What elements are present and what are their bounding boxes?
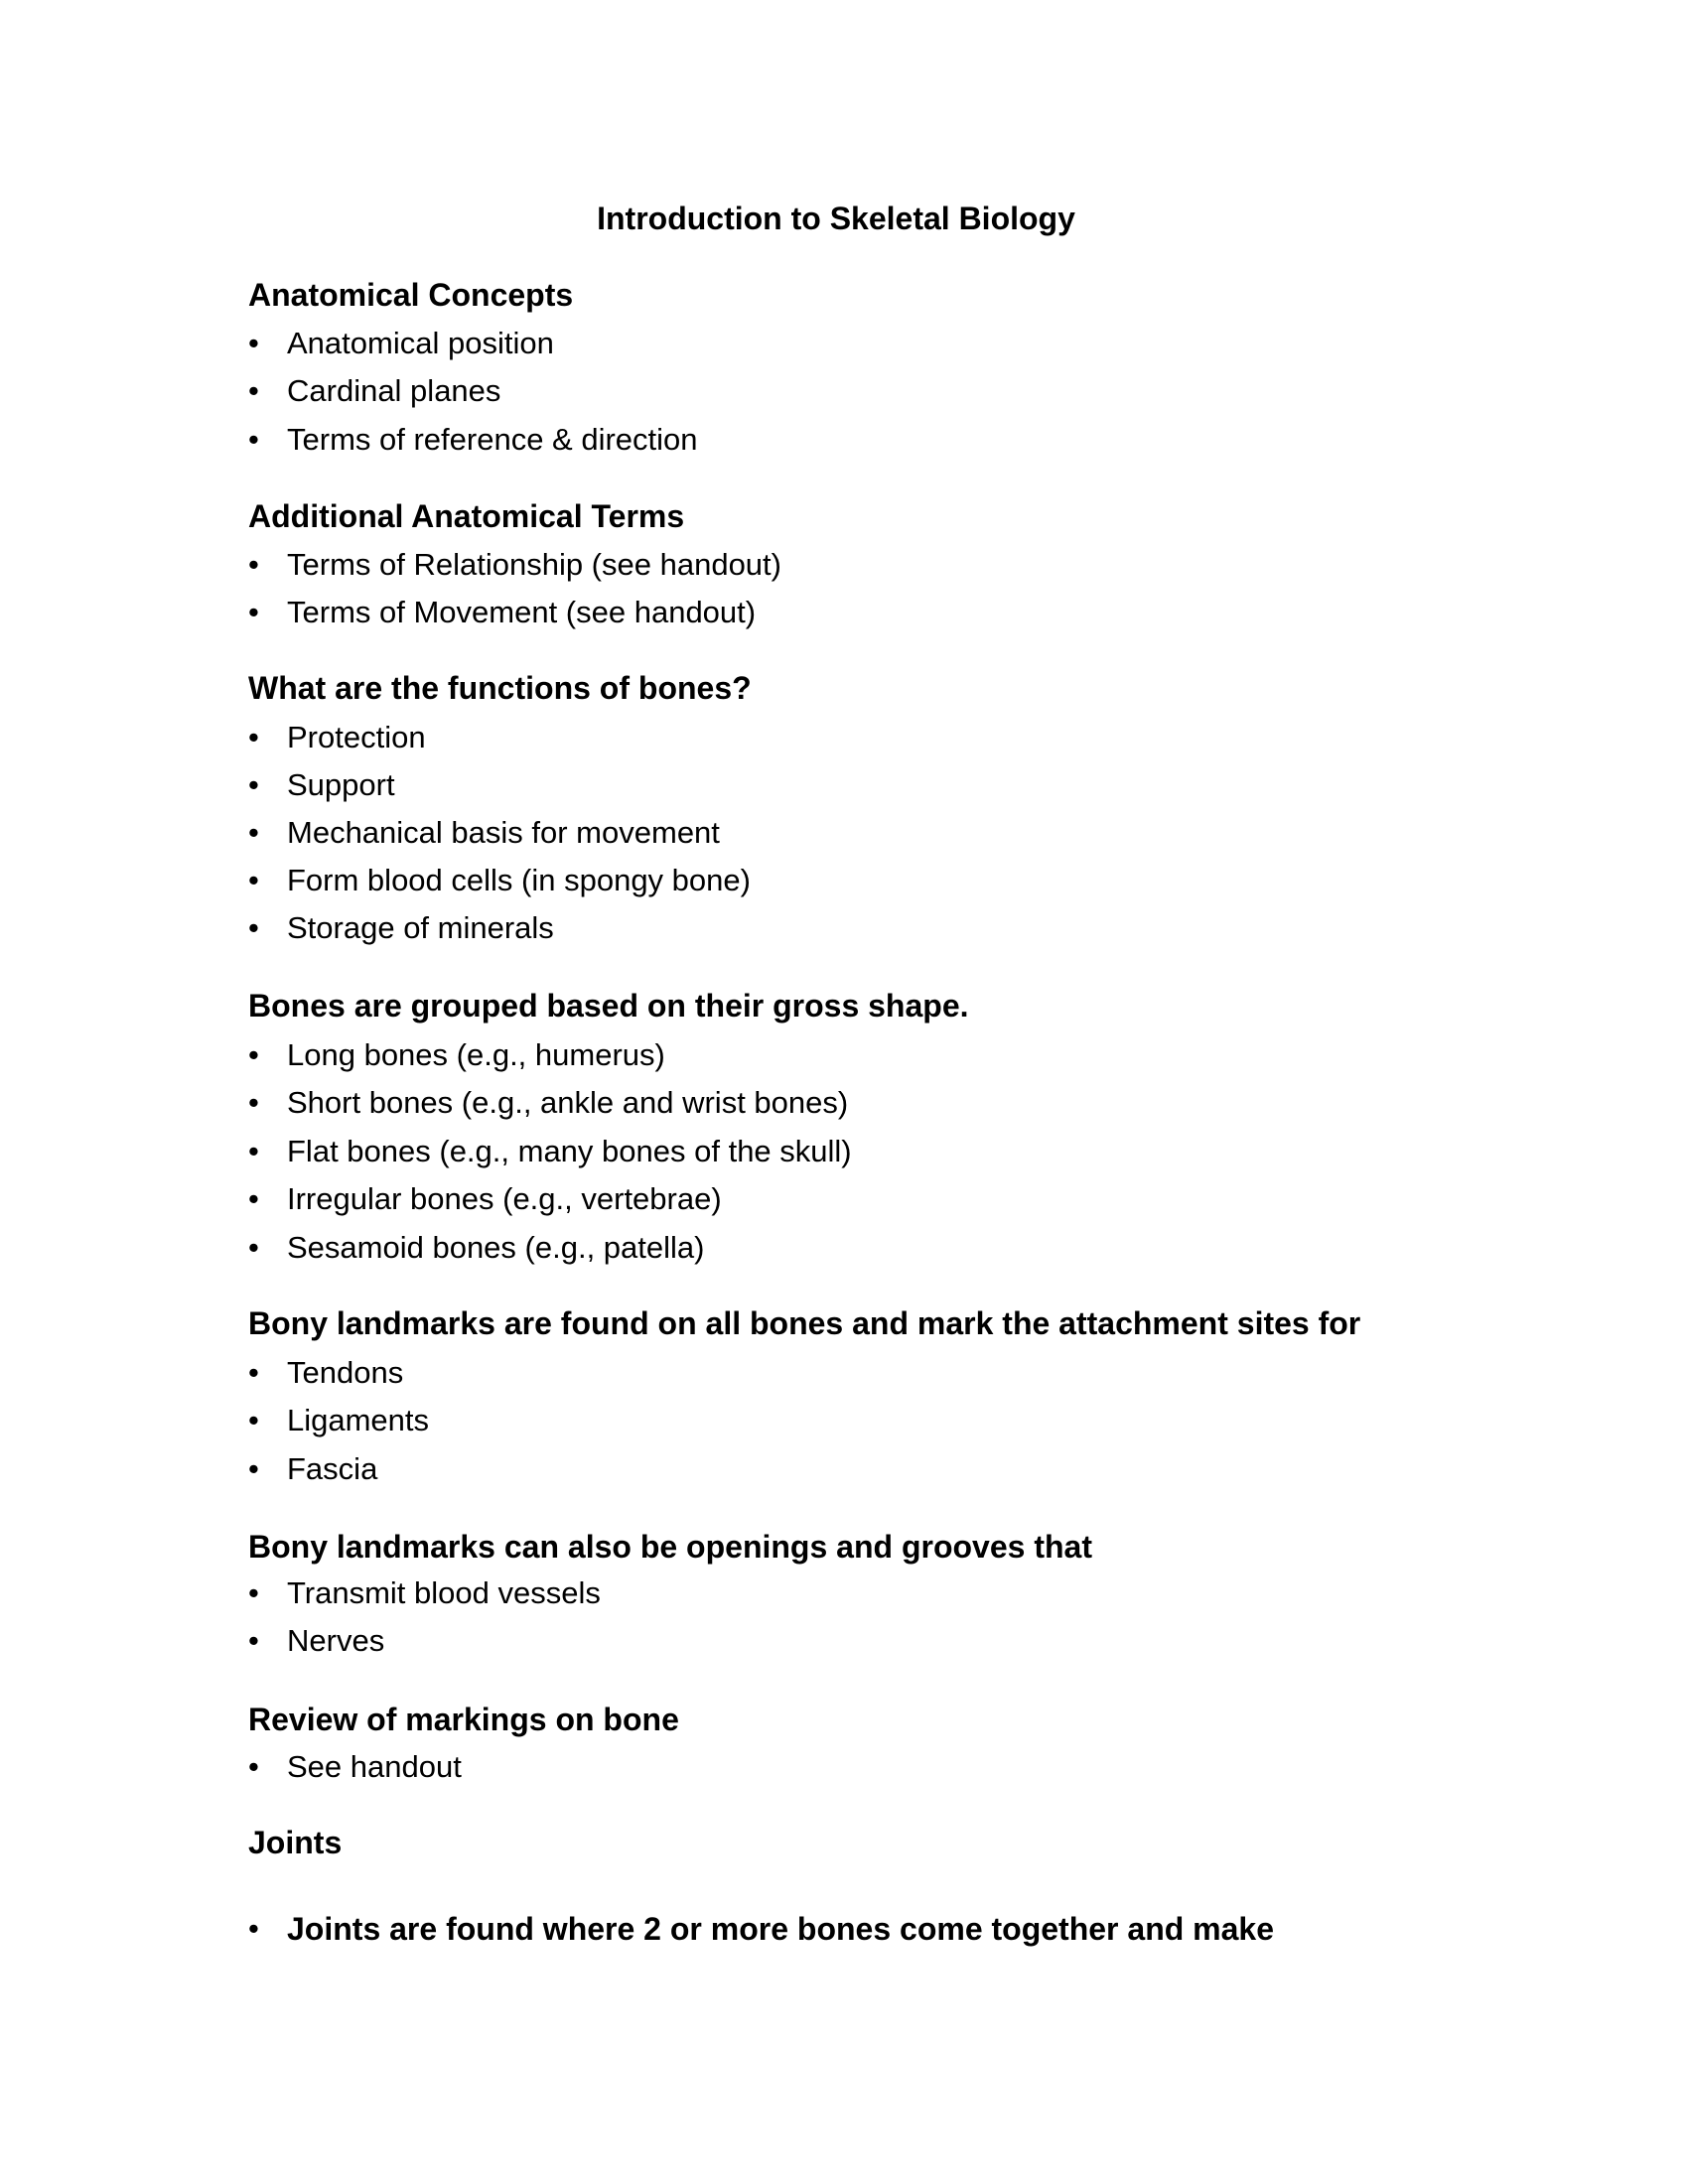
- list-item-text: Terms of Movement (see handout): [287, 595, 757, 629]
- list-item-text: Fascia: [287, 1451, 378, 1486]
- bullet-icon: •: [248, 815, 259, 850]
- bullet-icon: •: [248, 1355, 259, 1390]
- bullet-icon: •: [248, 1230, 259, 1265]
- bullet-icon: •: [248, 863, 259, 897]
- list-item-text: Mechanical basis for movement: [287, 815, 720, 850]
- list-item-text: Irregular bones (e.g., vertebrae): [287, 1181, 722, 1216]
- bullet-icon: •: [248, 326, 259, 360]
- bullet-icon: •: [248, 1575, 259, 1610]
- list-item-text: See handout: [287, 1749, 462, 1784]
- document-title: [0, 199, 1688, 238]
- list-item-text: Storage of minerals: [287, 910, 554, 945]
- bullet-icon: •: [248, 1749, 259, 1784]
- document-title-text: Introduction to Skeletal Biology: [597, 201, 1075, 236]
- list-item-text: Joints are found where 2 or more bones come together and make: [287, 1911, 1275, 1947]
- list-item-text: Cardinal planes: [287, 373, 501, 408]
- bullet-icon: •: [248, 1403, 259, 1437]
- bullet-icon: •: [248, 720, 259, 754]
- list-item-text: Transmit blood vessels: [287, 1575, 601, 1610]
- section-heading-bone-shapes: Bones are grouped based on their gross shape.: [248, 988, 969, 1024]
- list-item-text: Short bones (e.g., ankle and wrist bones): [287, 1085, 849, 1120]
- list-item-text: Support: [287, 767, 395, 802]
- section-heading-bony-landmarks-openings: Bony landmarks can also be openings and grooves that: [248, 1529, 1092, 1565]
- bullet-icon: •: [248, 547, 259, 582]
- section-heading-review-markings: Review of markings on bone: [248, 1702, 679, 1737]
- section-heading-joints: Joints: [248, 1825, 343, 1860]
- bullet-icon: •: [248, 422, 259, 457]
- bullet-icon: •: [248, 1085, 259, 1120]
- section-heading-bony-landmarks-attachment: Bony landmarks are found on all bones and mark the attachment sites for: [248, 1305, 1361, 1341]
- bullet-icon: •: [248, 1181, 259, 1216]
- section-heading-bone-functions: What are the functions of bones?: [248, 670, 752, 706]
- list-item-text: Long bones (e.g., humerus): [287, 1037, 665, 1072]
- list-item-text: Form blood cells (in spongy bone): [287, 863, 751, 897]
- list-item-text: Terms of Relationship (see handout): [287, 547, 781, 582]
- bullet-icon: •: [248, 1037, 259, 1072]
- section-heading-additional-terms: Additional Anatomical Terms: [248, 498, 685, 534]
- bullet-icon: •: [248, 1451, 259, 1486]
- bullet-icon: •: [248, 767, 259, 802]
- bullet-icon: •: [248, 373, 259, 408]
- list-item-text: Flat bones (e.g., many bones of the skull): [287, 1134, 852, 1168]
- list-item-text: Tendons: [287, 1355, 404, 1390]
- bullet-icon: •: [248, 1134, 259, 1168]
- list-item-text: Sesamoid bones (e.g., patella): [287, 1230, 705, 1265]
- list-item-text: Nerves: [287, 1623, 385, 1658]
- list-item-text: Terms of reference & direction: [287, 422, 698, 457]
- bullet-icon: •: [248, 910, 259, 945]
- section-heading-anatomical-concepts: Anatomical Concepts: [248, 277, 574, 313]
- bullet-icon: •: [248, 595, 259, 629]
- list-item-text: Protection: [287, 720, 426, 754]
- list-item-text: Anatomical position: [287, 326, 554, 360]
- list-item-text: Ligaments: [287, 1403, 430, 1437]
- bullet-icon: •: [248, 1623, 259, 1658]
- bullet-icon: •: [248, 1911, 259, 1946]
